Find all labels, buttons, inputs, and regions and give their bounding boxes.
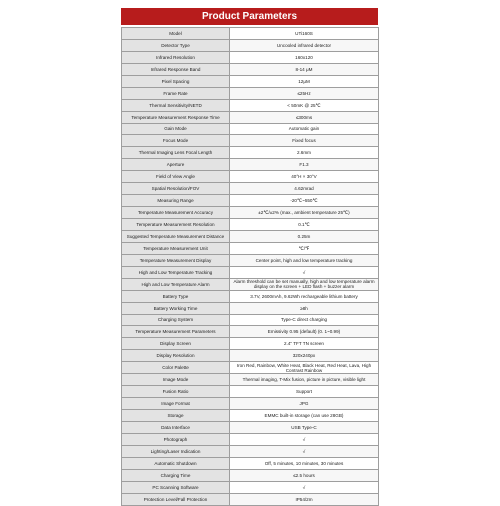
parameter-label: Thermal Imaging Lens Focal Length xyxy=(122,147,230,159)
parameter-label: Charging Time xyxy=(122,469,230,481)
table-row xyxy=(122,469,379,481)
table-row xyxy=(122,51,379,63)
table-row xyxy=(122,207,379,219)
table-row xyxy=(122,87,379,99)
parameter-label: High and Low Temperature Alarm xyxy=(122,278,230,290)
parameter-label: Temperature Measurement Parameters xyxy=(122,326,230,338)
parameter-label: Aperture xyxy=(122,159,230,171)
parameter-label: Data Interface xyxy=(122,421,230,433)
parameter-value: 160x120 xyxy=(230,51,379,63)
table-row xyxy=(122,493,379,505)
parameter-value: ℃/℉ xyxy=(230,242,379,254)
parameter-value: √ xyxy=(230,433,379,445)
parameter-label: Model xyxy=(122,28,230,40)
parameter-value: 0.25m xyxy=(230,230,379,242)
parameter-value: EMMC built-in storage (can use 28GB) xyxy=(230,410,379,422)
table-row xyxy=(122,350,379,362)
parameter-label: Field of View Angle xyxy=(122,171,230,183)
parameter-value: Off, 5 minutes, 10 minutes, 30 minutes xyxy=(230,457,379,469)
table-row xyxy=(122,171,379,183)
parameter-label: Suggested Temperature Measurement Distance xyxy=(122,230,230,242)
parameter-value: Center point, high and low temperature tracking xyxy=(230,254,379,266)
table-row xyxy=(122,457,379,469)
table-row xyxy=(122,362,379,374)
parameter-value: 3.7V, 2600mAh, 9.62Wh rechargeable lithium battery xyxy=(230,290,379,302)
table-row xyxy=(122,242,379,254)
table-row xyxy=(122,433,379,445)
table-row xyxy=(122,421,379,433)
parameter-label: Battery Working Time xyxy=(122,302,230,314)
parameter-label: Temperature Measurement Display xyxy=(122,254,230,266)
parameter-label: Frame Rate xyxy=(122,87,230,99)
table-row xyxy=(122,326,379,338)
section-title: Product Parameters xyxy=(121,8,378,25)
parameter-label: Fusion Ratio xyxy=(122,386,230,398)
parameter-value: √ xyxy=(230,266,379,278)
table-row xyxy=(122,230,379,242)
parameter-value: Automatic gain xyxy=(230,123,379,135)
table-row xyxy=(122,266,379,278)
parameter-label: Protection Level/Fall Protection xyxy=(122,493,230,505)
parameter-value: Alarm threshold can be set manually, high and low temperature alarm display on the screen + LED flash + buzzer alarm xyxy=(230,278,379,290)
parameter-value: 2.4" TFT TN screen xyxy=(230,338,379,350)
parameter-label: Temperature Measurement Accuracy xyxy=(122,207,230,219)
parameter-value: ≥8h xyxy=(230,302,379,314)
parameter-value: √ xyxy=(230,445,379,457)
parameter-value: ≤2.5 hours xyxy=(230,469,379,481)
spec-sheet xyxy=(121,8,378,506)
parameter-value: ≤300ms xyxy=(230,111,379,123)
parameter-value: UTi160S xyxy=(230,28,379,40)
parameter-value: IP54/2m xyxy=(230,493,379,505)
parameter-value: -20℃~550℃ xyxy=(230,195,379,207)
parameter-value: 0.1℃ xyxy=(230,219,379,231)
table-row xyxy=(122,123,379,135)
parameter-label: Storage xyxy=(122,410,230,422)
parameter-label: Photograph xyxy=(122,433,230,445)
table-row xyxy=(122,28,379,40)
table-row xyxy=(122,445,379,457)
table-row xyxy=(122,338,379,350)
table-row xyxy=(122,290,379,302)
table-row xyxy=(122,111,379,123)
parameter-value: Iron Red, Rainbow, White Heat, Black Heat, Red Heat, Lava, High Contrast Rainbow xyxy=(230,362,379,374)
parameters-table xyxy=(121,27,379,506)
table-row xyxy=(122,159,379,171)
parameter-label: Detector Type xyxy=(122,39,230,51)
parameter-value: Uncooled infrared detector xyxy=(230,39,379,51)
parameter-value: 8-14 μM xyxy=(230,63,379,75)
parameter-value: ±2℃/±2% (max., ambient temperature 25℃) xyxy=(230,207,379,219)
parameter-label: Thermal Sensitivity/NETD xyxy=(122,99,230,111)
parameter-label: Measuring Range xyxy=(122,195,230,207)
table-row xyxy=(122,254,379,266)
table-row xyxy=(122,183,379,195)
parameter-label: Infrared Resolution xyxy=(122,51,230,63)
parameter-label: Spatial Resolution/FOV xyxy=(122,183,230,195)
parameter-label: High and Low Temperature Tracking xyxy=(122,266,230,278)
table-row xyxy=(122,135,379,147)
table-row xyxy=(122,99,379,111)
table-row xyxy=(122,39,379,51)
table-row xyxy=(122,302,379,314)
parameter-label: Gain Mode xyxy=(122,123,230,135)
parameter-value: √ xyxy=(230,481,379,493)
table-row xyxy=(122,147,379,159)
table-row xyxy=(122,410,379,422)
parameter-label: Battery Type xyxy=(122,290,230,302)
parameter-label: Display Resolution xyxy=(122,350,230,362)
table-row xyxy=(122,63,379,75)
table-row xyxy=(122,386,379,398)
parameter-label: Color Palette xyxy=(122,362,230,374)
table-row xyxy=(122,481,379,493)
parameter-value: Fixed focus xyxy=(230,135,379,147)
parameter-label: Image Mode xyxy=(122,374,230,386)
table-row xyxy=(122,278,379,290)
parameter-label: Automatic Shutdown xyxy=(122,457,230,469)
table-row xyxy=(122,314,379,326)
table-row xyxy=(122,219,379,231)
parameter-label: Pixel Spacing xyxy=(122,75,230,87)
parameter-value: 12μM xyxy=(230,75,379,87)
parameter-label: Charging System xyxy=(122,314,230,326)
parameter-value: JPG xyxy=(230,398,379,410)
parameter-value: 40°H × 30°V xyxy=(230,171,379,183)
table-row xyxy=(122,75,379,87)
parameter-value: ≤25Hz xyxy=(230,87,379,99)
parameter-label: Infrared Response Band xyxy=(122,63,230,75)
parameter-value: F1.3 xyxy=(230,159,379,171)
parameter-value: 4.62mrad xyxy=(230,183,379,195)
parameters-table-body xyxy=(122,28,379,506)
parameter-label: Temperature Measurement Resolution xyxy=(122,219,230,231)
parameter-value: 320x240px xyxy=(230,350,379,362)
parameter-value: Emissivity 0.95 (default) (0. 1~0.99) xyxy=(230,326,379,338)
parameter-label: Display Screen xyxy=(122,338,230,350)
parameter-value: Type-C direct charging xyxy=(230,314,379,326)
parameter-label: Lighting/Laser Indication xyxy=(122,445,230,457)
table-row xyxy=(122,195,379,207)
parameter-value: USB Type-C xyxy=(230,421,379,433)
parameter-value: Thermal imaging, T-Mix fusion, picture in picture, visible light xyxy=(230,374,379,386)
parameter-value: < 50mK @ 25℃ xyxy=(230,99,379,111)
table-row xyxy=(122,398,379,410)
parameter-value: Support xyxy=(230,386,379,398)
parameter-label: Temperature Measurement Response Time xyxy=(122,111,230,123)
parameter-label: PC Scanning Software xyxy=(122,481,230,493)
parameter-label: Image Format xyxy=(122,398,230,410)
parameter-label: Focus Mode xyxy=(122,135,230,147)
parameter-label: Temperature Measurement Unit xyxy=(122,242,230,254)
parameter-value: 2.6mm xyxy=(230,147,379,159)
table-row xyxy=(122,374,379,386)
